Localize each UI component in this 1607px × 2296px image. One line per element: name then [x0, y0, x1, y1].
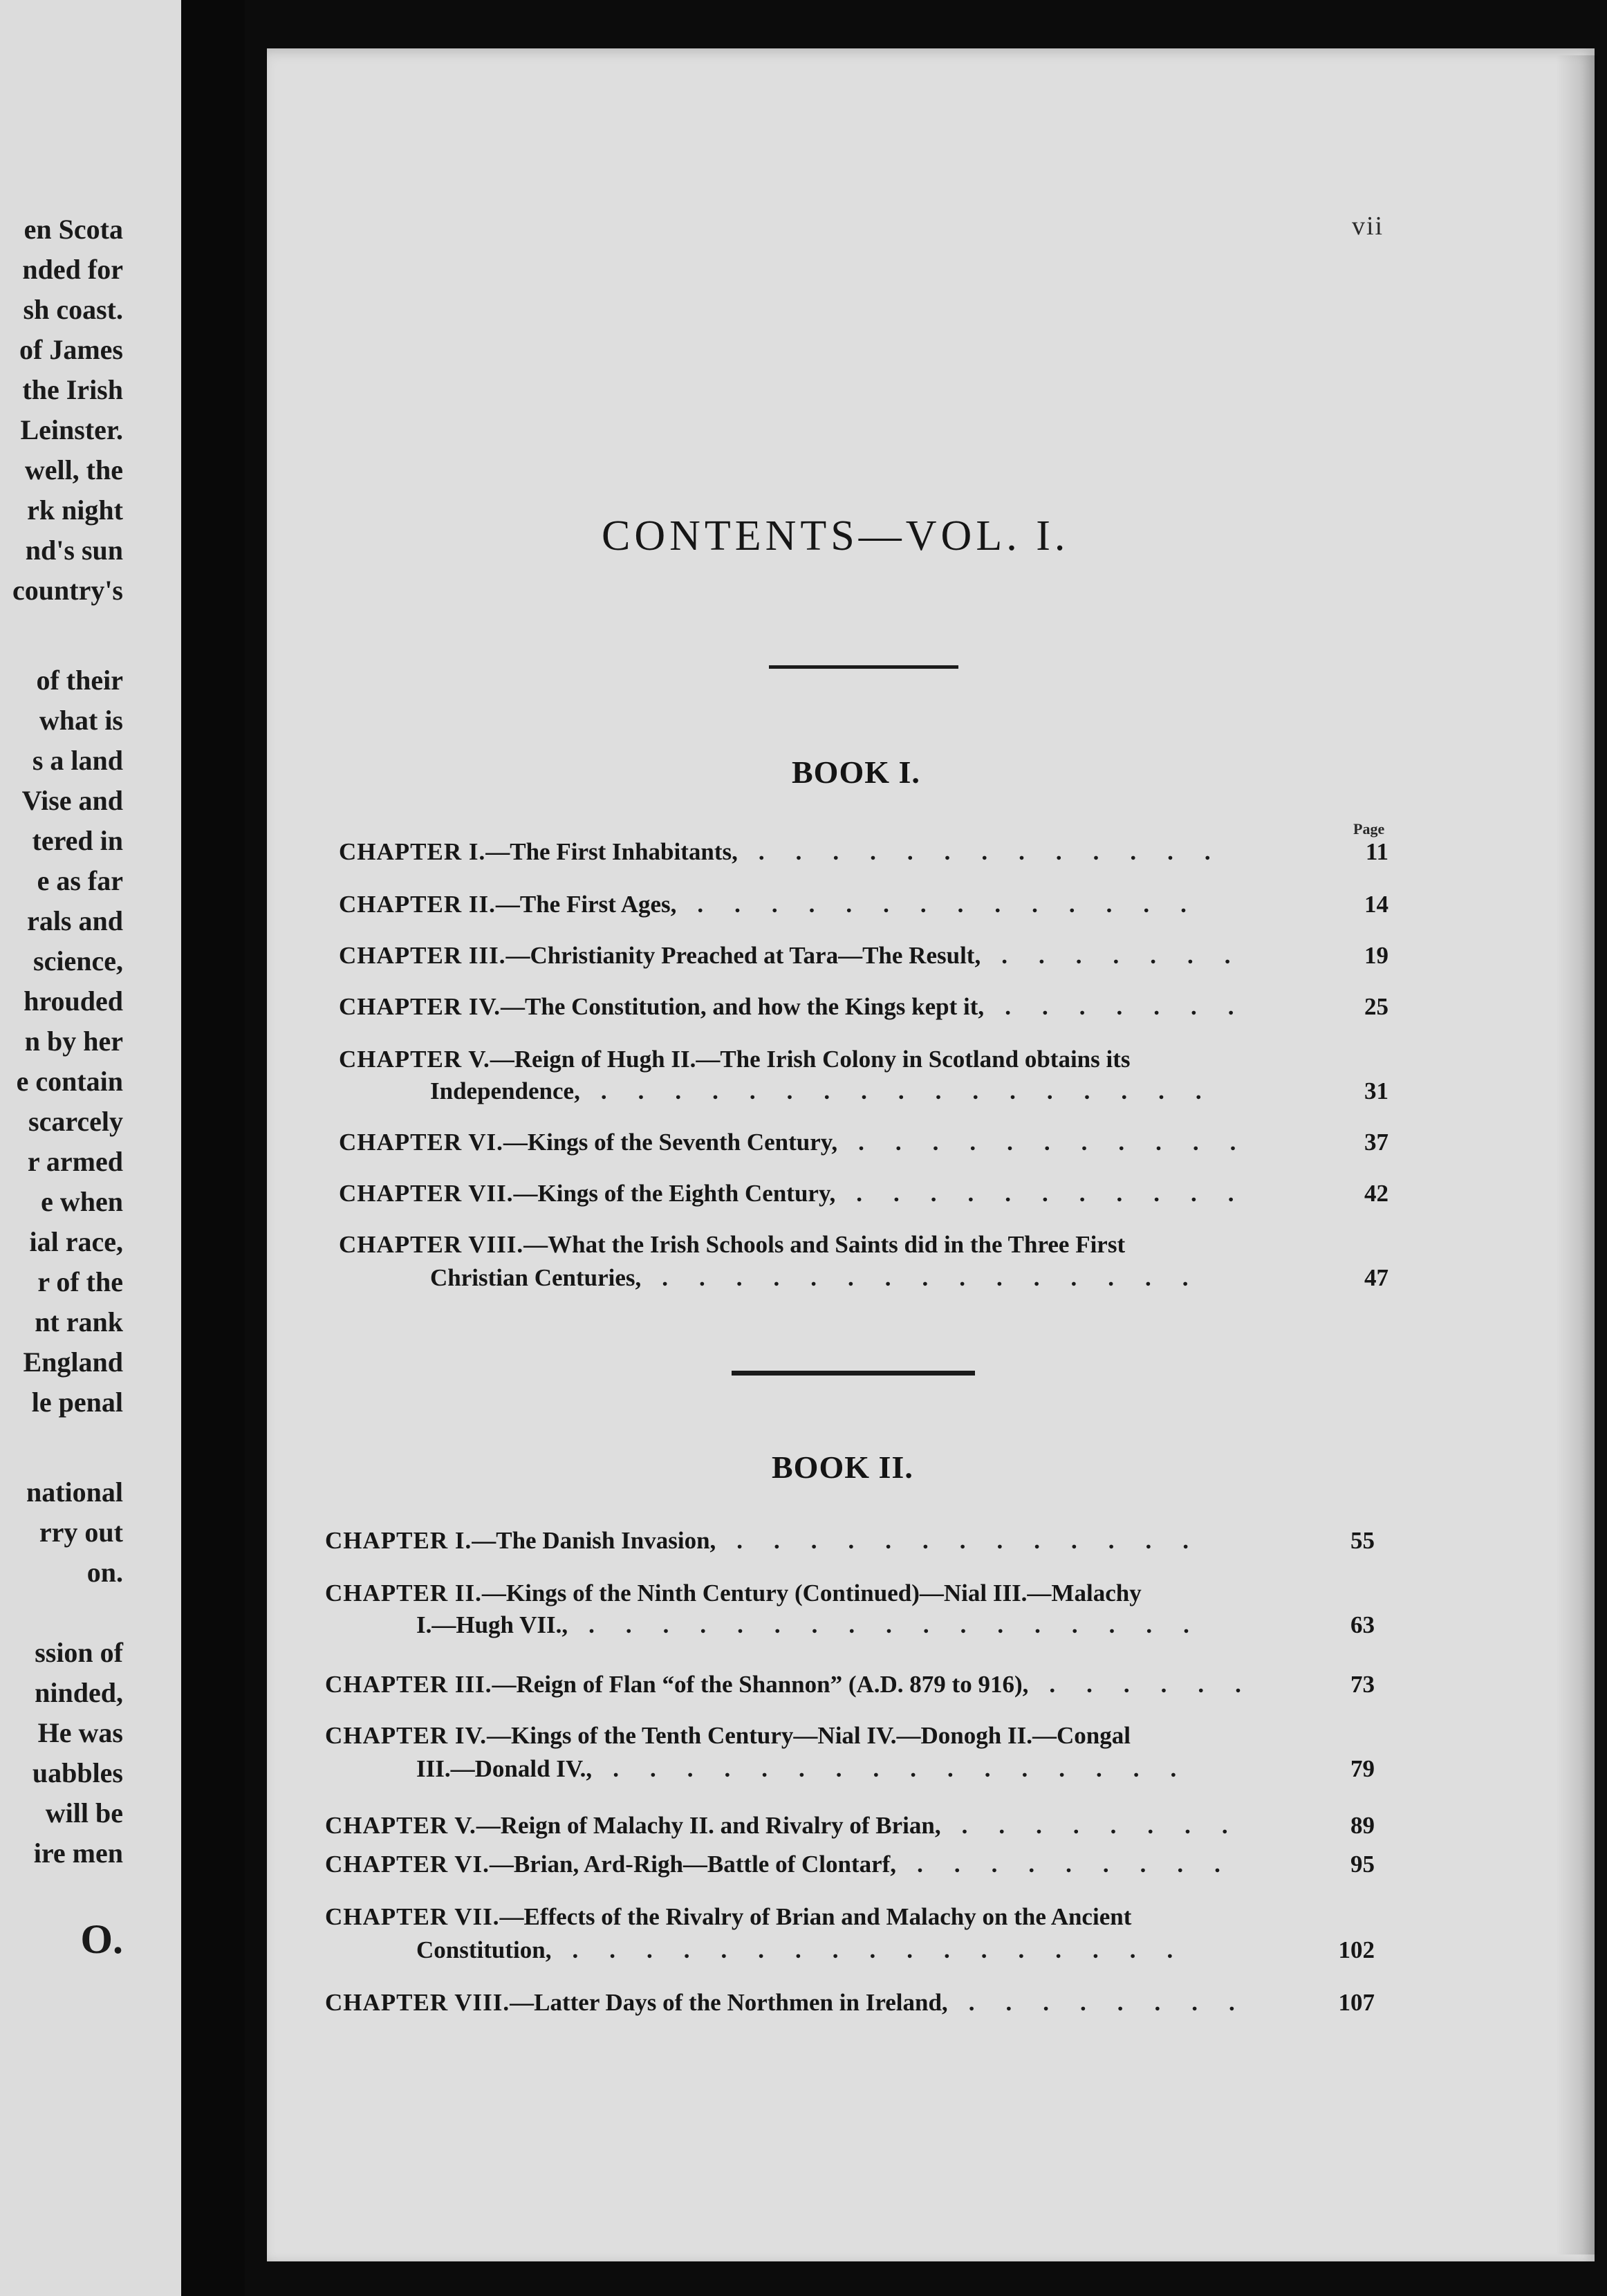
facing-text-line: nd's sun [25, 535, 123, 566]
facing-text-line: country's [12, 575, 123, 606]
book-one-title: BOOK I. [792, 754, 920, 790]
chapter-title: —Reign of Hugh II.—The Irish Colony in Scotland obtains its [490, 1046, 1131, 1073]
facing-text-line: Vise and [21, 785, 123, 816]
toc-entry [339, 891, 1388, 918]
book-two-title: BOOK II. [772, 1450, 913, 1485]
toc-entry [339, 1046, 1388, 1104]
toc-entry [339, 993, 1388, 1021]
chapter-label: CHAPTER VIII. [325, 1989, 510, 2016]
facing-text-line: uabbles [32, 1757, 123, 1788]
page-number: 14 [1364, 891, 1388, 918]
chapter-label: CHAPTER IV. [325, 1722, 487, 1749]
facing-text-line: n by her [24, 1026, 123, 1057]
facing-text-line: hrouded [24, 985, 123, 1017]
facing-text-line: r of the [37, 1266, 123, 1297]
page-number: 11 [1365, 838, 1388, 865]
facing-text-line: nt rank [35, 1306, 123, 1337]
leader-dots: ........... [856, 1180, 1265, 1207]
chapter-title: —Kings of the Eighth Century, [513, 1180, 836, 1207]
leader-dots: .............. [697, 891, 1218, 918]
toc-entry [325, 1989, 1375, 2017]
facing-text-line: will be [45, 1797, 123, 1829]
toc-entry [339, 838, 1388, 866]
page-number: 107 [1338, 1989, 1375, 2016]
toc-entry [339, 1180, 1388, 1207]
leader-dots: ......... [917, 1851, 1252, 1878]
facing-text-line: rals and [27, 905, 123, 936]
chapter-label: CHAPTER II. [325, 1580, 482, 1607]
page-number: 19 [1364, 942, 1388, 969]
facing-text-line: Leinster. [20, 414, 123, 445]
folio-number: vii [1352, 212, 1384, 241]
page-number: 55 [1350, 1527, 1375, 1554]
chapter-title: —Kings of the Tenth Century—Nial IV.—Donogh II.—Congal [487, 1722, 1131, 1749]
chapter-title: —The First Inhabitants, [485, 838, 738, 865]
toc-entry [325, 1671, 1375, 1698]
leader-dots: ........ [968, 1989, 1266, 2016]
book-gutter [181, 0, 245, 2296]
facing-text-line: ial race, [29, 1226, 123, 1257]
facing-text-line: He was [37, 1717, 123, 1748]
page-number: 42 [1364, 1180, 1388, 1207]
chapter-title: —Reign of Malachy II. and Rivalry of Brian, [476, 1812, 941, 1839]
page-column-header: Page [1353, 820, 1385, 837]
chapter-title: —Reign of Flan “of the Shannon” (A.D. 879 to 916), [492, 1671, 1029, 1698]
leader-dots: ............... [662, 1264, 1220, 1291]
chapter-label: CHAPTER VI. [339, 1129, 503, 1156]
chapter-label: CHAPTER I. [339, 838, 486, 865]
facing-text-line: science, [33, 945, 123, 976]
facing-text-line: scarcely [28, 1106, 123, 1137]
chapter-title-continued: Independence, [430, 1077, 580, 1104]
facing-text-line: national [26, 1476, 123, 1508]
facing-text-line: nded for [22, 254, 123, 285]
toc-entry [339, 1231, 1388, 1291]
leader-dots: ........... [858, 1129, 1267, 1156]
leader-dots: ................. [600, 1077, 1233, 1104]
facing-text-line: e contain [16, 1066, 123, 1097]
page-number: 25 [1364, 993, 1388, 1020]
page-number: 63 [1350, 1611, 1375, 1638]
page-title: CONTENTS—VOL. I. [602, 512, 1070, 559]
chapter-label: CHAPTER III. [325, 1671, 492, 1698]
facing-text-line: what is [39, 705, 123, 736]
chapter-title-continued: III.—Donald IV., [416, 1755, 593, 1782]
title-rule [769, 665, 958, 669]
page-number: 102 [1338, 1936, 1375, 1963]
facing-page [0, 0, 181, 2296]
facing-text-line: England [23, 1346, 123, 1378]
chapter-label: CHAPTER V. [325, 1812, 476, 1839]
facing-text-line: well, the [24, 454, 123, 485]
facing-text-line: tered in [32, 825, 123, 856]
page-number: 79 [1350, 1755, 1375, 1782]
chapter-title: —The Constitution, and how the Kings kept it, [501, 993, 985, 1020]
chapter-label: CHAPTER IV. [339, 993, 501, 1020]
facing-text-line: r armed [27, 1146, 123, 1177]
toc-entry [325, 1527, 1375, 1555]
facing-text-line: e as far [37, 865, 123, 896]
chapter-label: CHAPTER VI. [325, 1851, 490, 1878]
toc-entry [325, 1812, 1375, 1840]
facing-text-line: ninded, [35, 1677, 123, 1708]
toc-entry [325, 1903, 1375, 1963]
facing-text-line: ssion of [35, 1637, 123, 1668]
leader-dots: ................. [572, 1936, 1205, 1963]
leader-dots: ................. [588, 1611, 1220, 1638]
chapter-title-continued: I.—Hugh VII., [416, 1611, 568, 1638]
leader-dots: ............. [736, 1527, 1220, 1554]
facing-text-line: sh coast. [23, 294, 123, 325]
chapter-label: CHAPTER VIII. [339, 1231, 524, 1258]
chapter-label: CHAPTER VII. [325, 1903, 500, 1930]
chapter-title: —The First Ages, [495, 891, 677, 918]
page-edge-shadow [1556, 55, 1597, 2255]
chapter-label: CHAPTER III. [339, 942, 506, 969]
facing-text-line: e when [41, 1186, 123, 1217]
leader-dots: ........ [961, 1812, 1259, 1839]
facing-text-line: ire men [33, 1837, 123, 1869]
leader-dots: ....... [1001, 942, 1262, 969]
facing-text-line: the Irish [22, 374, 123, 405]
chapter-title: —Brian, Ard-Righ—Battle of Clontarf, [489, 1851, 897, 1878]
chapter-title-continued: Christian Centuries, [430, 1264, 642, 1291]
leader-dots: ............. [758, 838, 1242, 865]
chapter-label: CHAPTER V. [339, 1046, 490, 1073]
chapter-title: —Effects of the Rivalry of Brian and Malachy on the Ancient [499, 1903, 1132, 1930]
toc-entry [325, 1851, 1375, 1878]
toc-entry [339, 942, 1388, 970]
chapter-title: —Kings of the Seventh Century, [503, 1129, 838, 1156]
chapter-title: —The Danish Invasion, [472, 1527, 716, 1554]
toc-entry [325, 1722, 1375, 1782]
leader-dots: ................ [613, 1755, 1208, 1782]
leader-dots: ....... [1005, 993, 1265, 1020]
page-number: 73 [1350, 1671, 1375, 1698]
facing-text-line: of James [19, 334, 123, 365]
chapter-title: —Kings of the Ninth Century (Continued)—Nial III.—Malachy [481, 1580, 1142, 1607]
facing-text-line: of their [36, 665, 123, 696]
chapter-title: —Latter Days of the Northmen in Ireland, [510, 1989, 948, 2016]
page-number: 37 [1364, 1129, 1388, 1156]
page-number: 95 [1350, 1851, 1375, 1878]
chapter-label: CHAPTER II. [339, 891, 496, 918]
page-number: 47 [1364, 1264, 1388, 1291]
toc-entry [339, 1129, 1388, 1156]
chapter-title: —Christianity Preached at Tara—The Result, [505, 942, 981, 969]
facing-text-line: s a land [32, 745, 123, 776]
chapter-title: —What the Irish Schools and Saints did in the Three First [523, 1231, 1126, 1258]
page-number: 89 [1350, 1812, 1375, 1839]
chapter-title-continued: Constitution, [416, 1936, 552, 1963]
chapter-label: CHAPTER I. [325, 1527, 472, 1554]
toc-entry [325, 1580, 1375, 1638]
facing-text-line: en Scota [24, 214, 123, 245]
facing-text-line: rry out [39, 1517, 123, 1548]
chapter-label: CHAPTER VII. [339, 1180, 514, 1207]
facing-text-line: rk night [27, 494, 123, 526]
leader-dots: ...... [1049, 1671, 1272, 1698]
page-number: 31 [1364, 1077, 1388, 1104]
facing-text-line: le penal [31, 1387, 123, 1418]
facing-text-line: O. [80, 1916, 123, 1962]
book-separator-rule [732, 1371, 975, 1376]
facing-text-line: on. [86, 1557, 123, 1588]
